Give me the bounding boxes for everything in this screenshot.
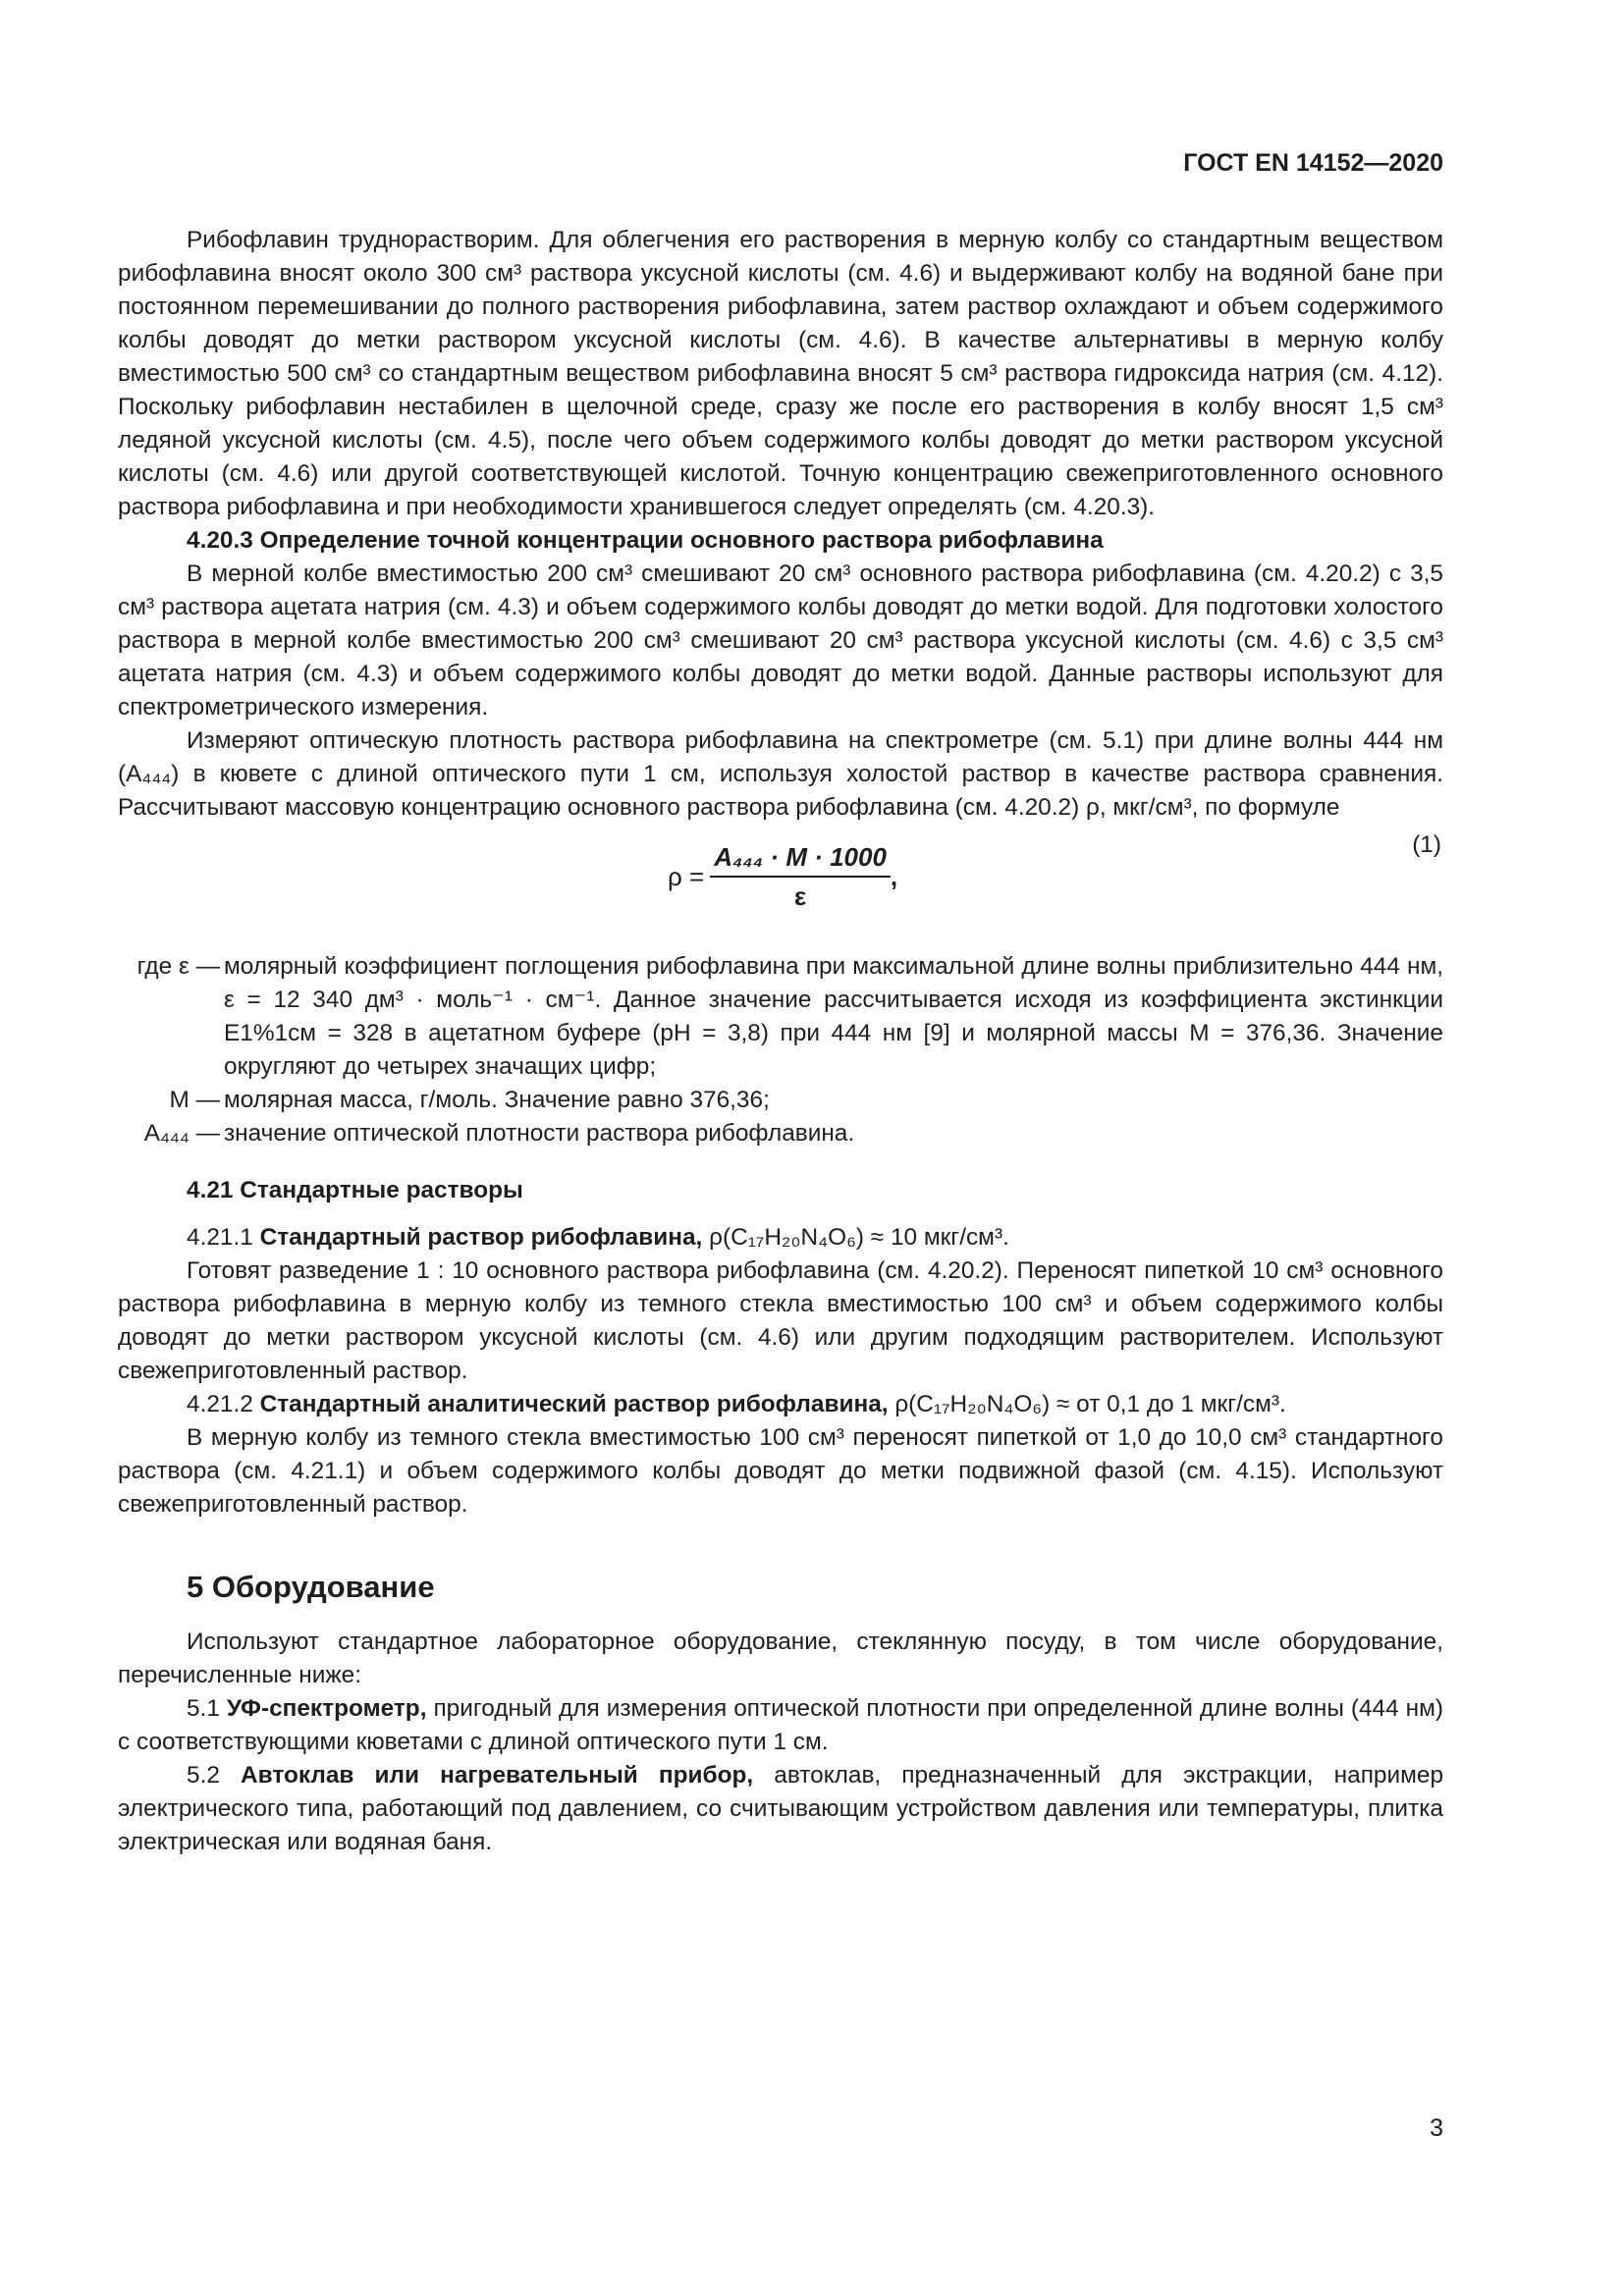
item-5-1: [118, 1692, 1443, 1759]
definition-text: молярная масса, г/моль. Значение равно 376,36;: [224, 1087, 770, 1113]
subsection-title: Стандартный раствор рибофлавина,: [259, 1224, 703, 1251]
page-number: 3: [1430, 2114, 1443, 2142]
heading-4-21: 4.21 Стандартные растворы: [187, 1177, 523, 1203]
paragraph-4-20-3-prep: В мерной колбе вместимостью 200 см³ смешивают 20 см³ основного раствора рибофлавина (см. 4.20.2) с 3,5 см³ раствора ацетата натрия (см. 4.3) и объем содержимого колбы доводят до метки водой. Для подготовки холостого раствора в мерной колбе вместимостью 200 см³ смешивают 20 см³ раствора уксусной кислоты (см. 4.6) с 3,5 см³ ацетата натрия (см. 4.3) и объем содержимого колбы доводят до метки водой. Данные растворы используют для спектрометрического измерения.: [118, 561, 1443, 721]
formula-expression: [668, 840, 897, 913]
subsection-formula: ρ(C₁₇H₂₀N₄O₆) ≈ 10 мкг/см³.: [709, 1224, 1009, 1251]
item-title: УФ-спектрометр,: [226, 1695, 427, 1722]
formula-numerator: A₄₄₄ · M · 1000: [710, 840, 891, 878]
subsection-number: 4.21.1: [187, 1224, 253, 1251]
formula-number: (1): [1412, 831, 1441, 858]
formula-denominator: ε: [793, 881, 807, 911]
paragraph-riboflavin-dissolution: Рибофлавин труднорастворим. Для облегчения его растворения в мерную колбу со стандартным веществом рибофлавина вносят около 300 см³ раствора уксусной кислоты (см. 4.6) и выдерживают колбу на водяной бане при постоянном перемешивании до полного растворения рибофлавина, затем раствор охлаждают и объем содержимого колбы доводят до метки раствором уксусной кислоты (см. 4.6). В качестве альтернативы в мерную колбу вместимостью 500 см³ со стандартным веществом рибофлавина вносят 5 см³ раствора гидроксида натрия (см. 4.12). Поскольку рибофлавин нестабилен в щелочной среде, сразу же после его растворения в колбу вносят 1,5 см³ ледяной уксусной кислоты (см. 4.5), после чего объем содержимого колбы доводят до метки раствором уксусной кислоты (см. 4.6) или другой соответствующей кислотой. Точную концентрацию свежеприготовленного основного раствора рибофлавина и при необходимости хранившегося следует определять (см. 4.20.3).: [118, 227, 1443, 520]
subsection-4-21-2-title: [118, 1388, 1443, 1421]
heading-4-20-3: 4.20.3 Определение точной концентрации основного раствора рибофлавина: [187, 527, 1104, 554]
item-number: 5.1: [187, 1695, 220, 1722]
item-text: пригодный для измерения оптической плотности при определенной длине волны (444 нм) с соответствующими кюветами с длиной оптического пути 1 см.: [118, 1695, 1443, 1755]
definition-text: значение оптической плотности раствора рибофлавина.: [224, 1120, 855, 1147]
paragraph-4-21-1: Готовят разведение 1 : 10 основного раствора рибофлавина (см. 4.20.2). Переносят пипеткой 10 см³ основного раствора рибофлавина в мерную колбу из темного стекла вместимостью 100 см³ и объем содержимого колбы доводят до метки раствором уксусной кислоты (см. 4.6) или другим подходящим растворителем. Используют свежеприготовленный раствор.: [118, 1257, 1443, 1384]
definition-term: A₄₄₄ —: [143, 1120, 220, 1147]
formula-trail: ,: [890, 862, 898, 891]
definition-term: где ε —: [136, 953, 220, 980]
subsection-formula: ρ(C₁₇H₂₀N₄O₆) ≈ от 0,1 до 1 мкг/см³.: [894, 1391, 1286, 1417]
formula-1: [118, 825, 1443, 942]
formula-definitions: [118, 950, 1443, 1150]
document-body: [118, 224, 1443, 1859]
item-text: автоклав, предназначенный для экстракции, например электрического типа, работающий под давлением, со считывающим устройством давления или температуры, плитка электрическая или водяная баня.: [118, 1762, 1444, 1855]
subsection-title: Стандартный аналитический раствор рибофлавина,: [259, 1391, 889, 1417]
paragraph-4-20-3-measure: Измеряют оптическую плотность раствора рибофлавина на спектрометре (см. 5.1) при длине волны 444 нм (A₄₄₄) в кювете с длиной оптического пути 1 см, используя холостой раствор в качестве раствора сравнения. Рассчитывают массовую концентрацию основного раствора рибофлавина (см. 4.20.2) ρ, мкг/см³, по формуле: [118, 727, 1443, 821]
definition-term: M —: [169, 1087, 220, 1113]
item-number: 5.2: [187, 1762, 220, 1789]
item-title: Автоклав или нагревательный прибор,: [241, 1762, 754, 1789]
subsection-number: 4.21.2: [187, 1391, 253, 1417]
paragraph-5-intro: Используют стандартное лабораторное оборудование, стеклянную посуду, в том числе оборудование, перечисленные ниже:: [118, 1629, 1443, 1688]
document-header: ГОСТ EN 14152—2020: [1183, 149, 1443, 177]
subsection-4-21-1-title: [118, 1221, 1443, 1255]
formula-fraction: [710, 840, 891, 913]
paragraph-4-21-2: В мерную колбу из темного стекла вместимостью 100 см³ переносят пипеткой от 1,0 до 10,0 см³ стандартного раствора (см. 4.21.1) и объем содержимого колбы доводят до метки подвижной фазой (см. 4.15). Используют свежеприготовленный раствор.: [118, 1424, 1443, 1518]
formula-lhs: ρ =: [668, 862, 705, 891]
definition-text: молярный коэффициент поглощения рибофлавина при максимальной длине волны приблизительно 444 нм, ε = 12 340 дм³ · моль⁻¹ · см⁻¹. Данное значение рассчитывается исходя из коэффициента экстинкции E1%1см = 328 в ацетатном буфере (pH = 3,8) при 444 нм [9] и молярной массы M = 376,36. Значение округляют до четырех значащих цифр;: [224, 953, 1443, 1080]
item-5-2: [118, 1759, 1443, 1859]
heading-section-5: 5 Оборудование: [187, 1570, 435, 1604]
